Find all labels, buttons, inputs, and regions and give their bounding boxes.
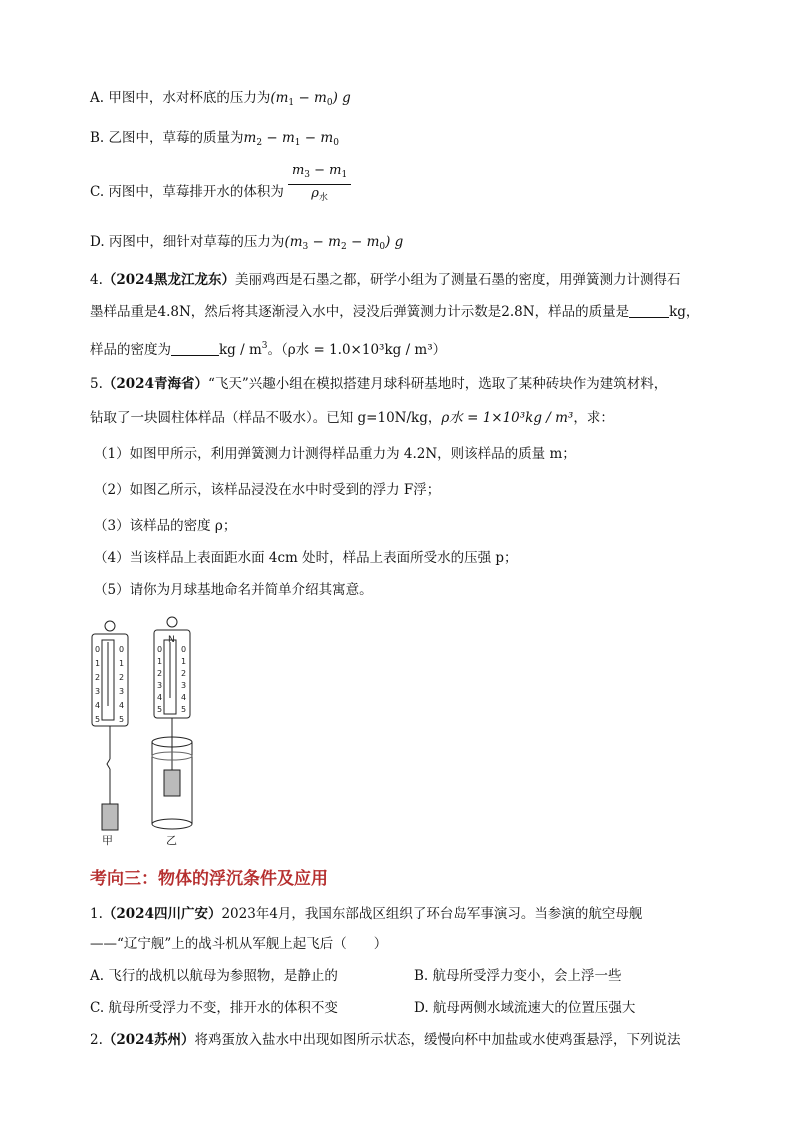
q4-line3: 样品的密度为 kg / $m^3$。（ρ水 = 1.0×10³kg / m³） <box>90 341 447 358</box>
q5-item: （4）当该样品上表面距水面 4cm 处时，样品上表面所受水的压强 p； <box>94 550 518 566</box>
svg-text:3: 3 <box>119 687 125 696</box>
formula-b: $m_2 - m_1 - m_0$ <box>243 130 339 148</box>
q5-item: （1）如图甲所示，利用弹簧测力计测得样品重力为 4.2N，则该样品的质量 m； <box>94 446 576 462</box>
q5-item: （5）请你为月球基地命名并简单介绍其寓意。 <box>94 582 373 598</box>
formula-a: $(m_1 - m_0)$ g <box>270 90 351 108</box>
svg-text:0: 0 <box>181 645 187 654</box>
s3q1-line1: 1.（2024四川广安）2023年4月，我国东部战区组织了环台岛军事演习。当参演的航空母舰 <box>90 906 643 922</box>
option-a: A. 甲图中，水对杯底的压力为$(m_1 - m_0)$ g <box>90 90 351 108</box>
s3q2-line1: 2.（2024苏州）将鸡蛋放入盐水中出现如图所示状态，缓慢向杯中加盐或水使鸡蛋悬浮，下列说法 <box>90 1032 681 1048</box>
svg-text:2: 2 <box>119 673 125 682</box>
q5-line2: 钻取了一块圆柱体样品（样品不吸水）。已知 g=10N/kg，ρ水 = 1×10³kg / m³，求： <box>90 410 614 426</box>
s3q1-line2: ——“辽宁舰”上的战斗机从军舰上起飞后（ ） <box>90 936 388 952</box>
svg-text:1: 1 <box>157 657 163 666</box>
svg-text:1: 1 <box>181 657 187 666</box>
s3q1-option-b: B. 航母所受浮力变小，会上浮一些 <box>414 968 622 984</box>
svg-text:2: 2 <box>95 673 101 682</box>
s3q1-option-c: C. 航母所受浮力不变，排开水的体积不变 <box>90 1000 338 1016</box>
svg-text:1: 1 <box>95 659 101 668</box>
scale-ticks-jia <box>95 645 124 724</box>
svg-text:4: 4 <box>157 693 163 702</box>
s3q1-option-d: D. 航母两侧水域流速大的位置压强大 <box>414 1000 636 1016</box>
answer-blank[interactable] <box>171 341 219 356</box>
formula-c: $\frac{m_3 - m_1}{\rho_水}$ <box>288 162 351 207</box>
section-title: 考向三：物体的浮沉条件及应用 <box>90 869 328 889</box>
formula-d: $(m_3 - m_2 - m_0)$ g <box>284 234 404 252</box>
svg-text:2: 2 <box>181 669 187 678</box>
q5-line1: 5.（2024青海省）“飞天”兴趣小组在模拟搭建月球科研基地时，选取了某种砖块作为建筑材料， <box>90 376 668 392</box>
svg-text:0: 0 <box>119 645 125 654</box>
q4-line1: 4.（2024黑龙江龙东）美丽鸡西是石墨之都，研学小组为了测量石墨的密度，用弹簧测力计测得石 <box>90 272 681 288</box>
svg-text:3: 3 <box>95 687 101 696</box>
option-b: B. 乙图中，草莓的质量为$m_2 - m_1 - m_0$ <box>90 130 339 148</box>
q4-line2: 墨样品重是4.8N，然后将其逐渐浸入水中，浸没后弹簧测力计示数是2.8N，样品的质量是 kg， <box>90 304 700 320</box>
svg-text:2: 2 <box>157 669 163 678</box>
svg-text:4: 4 <box>95 701 101 710</box>
q5-item: （3）该样品的密度 ρ； <box>94 518 237 534</box>
answer-blank[interactable] <box>629 303 669 318</box>
svg-text:5: 5 <box>157 705 163 714</box>
svg-text:3: 3 <box>181 681 187 690</box>
svg-text:1: 1 <box>119 659 125 668</box>
q5-item: （2）如图乙所示，该样品浸没在水中时受到的浮力 F浮； <box>94 482 441 498</box>
label-yi: 乙 <box>166 834 177 847</box>
svg-text:0: 0 <box>95 645 101 654</box>
label-jia: 甲 <box>102 834 113 847</box>
svg-text:5: 5 <box>95 715 101 724</box>
svg-text:5: 5 <box>119 715 125 724</box>
svg-text:5: 5 <box>181 705 187 714</box>
unit-label: N <box>168 635 175 645</box>
option-d: D. 丙图中，细针对草莓的压力为$(m_3 - m_2 - m_0)$ g <box>90 234 404 252</box>
s3q1-option-a: A. 飞行的战机以航母为参照物，是静止的 <box>90 968 338 984</box>
svg-text:3: 3 <box>157 681 163 690</box>
svg-text:0: 0 <box>157 645 163 654</box>
option-c: C. 丙图中，草莓排开水的体积为 $\frac{m_3 - m_1}{\rho_水}$ <box>90 178 351 207</box>
svg-text:4: 4 <box>181 693 187 702</box>
spring-scale-figure <box>86 614 216 850</box>
scale-ticks-yi <box>157 645 186 714</box>
svg-text:4: 4 <box>119 701 125 710</box>
